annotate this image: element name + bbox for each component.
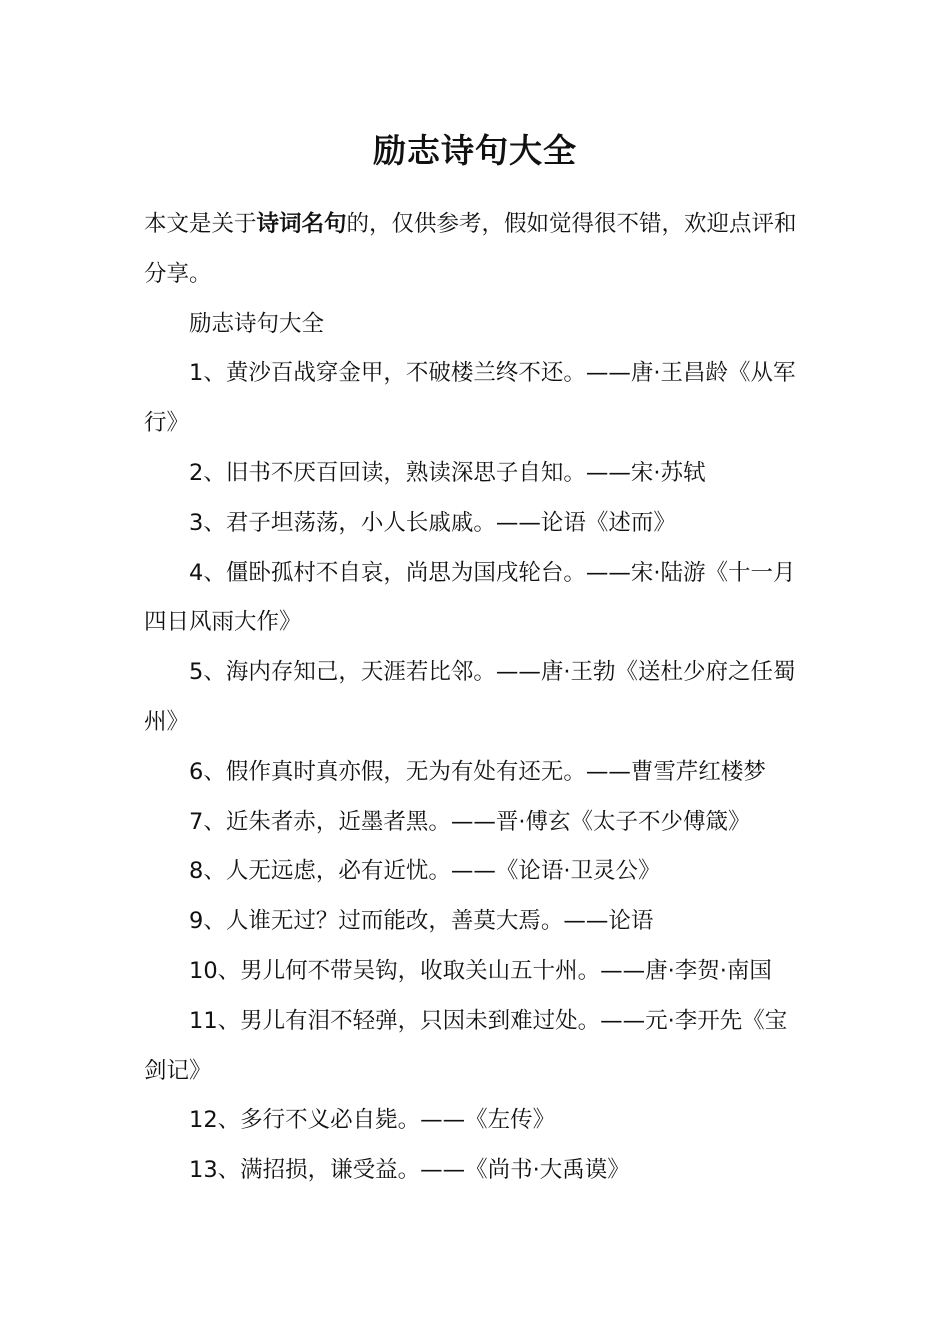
poem-item-1: 1、黄沙百战穿金甲，不破楼兰终不还。——唐·王昌龄《从军行》 [144, 360, 796, 437]
poem-item-3: 3、君子坦荡荡，小人长戚戚。——论语《述而》 [189, 509, 676, 536]
poem-item-2: 2、旧书不厌百回读，熟读深思子自知。——宋·苏轼 [189, 459, 706, 486]
poem-item-7: 7、近朱者赤，近墨者黑。——晋·傅玄《太子不少傅箴》 [189, 808, 751, 835]
poem-item-13: 13、满招损，谦受益。——《尚书·大禹谟》 [189, 1157, 630, 1184]
document-title: 励志诗句大全 [373, 131, 577, 170]
intro-keyword: 诗词名句 [256, 211, 347, 237]
poem-item-10: 10、男儿何不带吴钩，收取关山五十州。——唐·李贺·南国 [189, 957, 772, 984]
poem-item-4: 4、僵卧孤村不自哀，尚思为国戌轮台。——宋·陆游《十一月四日风雨大作》 [144, 559, 796, 636]
section-subtitle: 励志诗句大全 [189, 310, 325, 337]
poem-item-8: 8、人无远虑，必有近忧。——《论语·卫灵公》 [189, 858, 661, 885]
intro-paragraph [144, 200, 809, 300]
document-body [144, 200, 809, 1196]
poem-item-5: 5、海内存知己，天涯若比邻。——唐·王勃《送杜少府之任蜀州》 [144, 659, 796, 735]
poem-item-12: 12、多行不义必自毙。——《左传》 [189, 1107, 556, 1134]
poem-item-9: 9、人谁无过？过而能改，善莫大焉。——论语 [189, 908, 654, 935]
intro-prefix: 本文是关于 [144, 211, 257, 237]
poem-item-11: 11、男儿有泪不轻弹，只因未到难过处。——元·李开先《宝剑记》 [144, 1007, 788, 1084]
poem-item-6: 6、假作真时真亦假，无为有处有还无。——曹雪芹红楼梦 [189, 758, 766, 785]
intro-suffix: 的，仅供参考，假如觉得很不错，欢迎点评和分享。 [144, 211, 797, 287]
